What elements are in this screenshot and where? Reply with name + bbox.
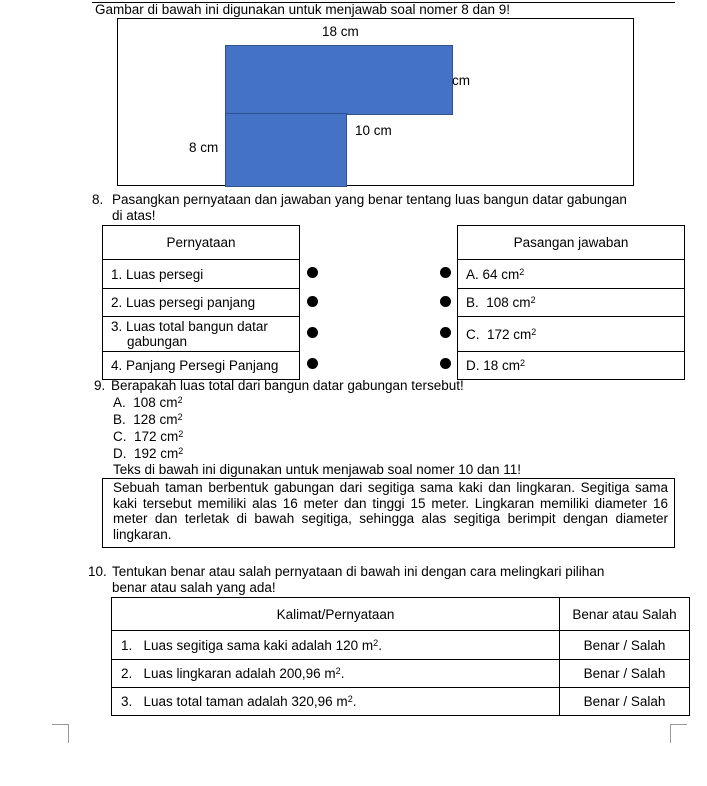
answer-d: D. 18 $cm^2$ bbox=[458, 352, 685, 380]
match-dot-right-b[interactable] bbox=[440, 296, 451, 307]
answer-table bbox=[457, 225, 685, 380]
statement-4: 4. Panjang Persegi Panjang bbox=[103, 352, 300, 380]
tf-row-1-statement: 1. Luas segitiga sama kaki adalah 120 $m^2$. bbox=[112, 631, 560, 660]
q9-option-d[interactable]: D. 192 $cm^2$ bbox=[113, 446, 184, 461]
true-false-table bbox=[111, 597, 690, 716]
q9-option-b[interactable]: B. 128 $cm^2$ bbox=[113, 412, 183, 427]
page-corner-mark-right bbox=[670, 724, 687, 743]
q9-option-c[interactable]: C. 172 $cm^2$ bbox=[113, 429, 184, 444]
match-dot-left-2[interactable] bbox=[307, 296, 318, 307]
match-dot-right-a[interactable] bbox=[440, 267, 451, 278]
answer-a: A. 64 $cm^2$ bbox=[458, 260, 685, 289]
statement-table bbox=[102, 225, 300, 380]
answer-b: B. 108 $cm^2$ bbox=[458, 289, 685, 317]
match-dot-right-c[interactable] bbox=[440, 327, 451, 338]
match-dot-left-1[interactable] bbox=[307, 267, 318, 278]
q10-text-line1: Tentukan benar atau salah pernyataan di bawah ini dengan cara melingkari pilihan bbox=[112, 564, 605, 579]
intro-q10-11: Teks di bawah ini digunakan untuk menjawab soal nomer 10 dan 11! bbox=[113, 462, 522, 477]
tf-header-choice: Benar atau Salah bbox=[560, 598, 690, 631]
label-left-height: 8 cm bbox=[189, 140, 219, 155]
answer-header: Pasangan jawaban bbox=[458, 226, 685, 260]
answer-c: C. 172 $cm^2$ bbox=[458, 317, 685, 352]
intro-q8-9: Gambar di bawah ini digunakan untuk menjawab soal nomer 8 dan 9! bbox=[95, 2, 511, 17]
statement-2: 2. Luas persegi panjang bbox=[103, 289, 300, 317]
statement-3-line2: gabungan bbox=[127, 334, 188, 349]
tf-row-1-choice[interactable]: Benar / Salah bbox=[560, 631, 690, 660]
tf-row-3-choice[interactable]: Benar / Salah bbox=[560, 688, 690, 716]
q8-number: 8. bbox=[92, 192, 104, 207]
q8-text-line2: di atas! bbox=[112, 208, 156, 223]
statement-1: 1. Luas persegi bbox=[103, 260, 300, 289]
passage-box bbox=[102, 478, 675, 548]
match-dot-left-4[interactable] bbox=[307, 358, 318, 369]
statement-3 bbox=[103, 317, 300, 352]
q8-text-line1: Pasangkan pernyataan dan jawaban yang benar tentang luas bangun datar gabungan bbox=[112, 192, 627, 207]
page-corner-mark-left bbox=[52, 724, 69, 743]
tf-row-2-statement: 2. Luas lingkaran adalah 200,96 $m^2$. bbox=[112, 660, 560, 688]
q10-text-line2: benar atau salah yang ada! bbox=[112, 580, 276, 595]
statement-header: Pernyataan bbox=[103, 226, 300, 260]
tf-header-statement: Kalimat/Pernyataan bbox=[112, 598, 560, 631]
statement-3-line1: 3. Luas total bangun datar bbox=[111, 319, 268, 334]
match-dot-right-d[interactable] bbox=[440, 358, 451, 369]
label-mid-width: 10 cm bbox=[355, 123, 392, 138]
q10-number: 10. bbox=[88, 564, 107, 579]
passage-text: Sebuah taman berbentuk gabungan dari segitiga sama kaki dan lingkaran. Segitiga sama kaki tersebut memiliki alas 16 meter dan tinggi 15 meter. Lingkaran memiliki diameter 16 meter dan terletak di bawah segitiga, sehingga alas segitiga berimpit dengan diameter lingkaran. bbox=[113, 480, 668, 542]
square-shape bbox=[225, 113, 347, 187]
q9-option-a[interactable]: A. 108 $cm^2$ bbox=[113, 395, 183, 410]
tf-row-2-choice[interactable]: Benar / Salah bbox=[560, 660, 690, 688]
label-right-height: cm bbox=[452, 73, 470, 88]
q9-number: 9. bbox=[94, 378, 106, 393]
rectangle-shape bbox=[225, 45, 453, 115]
label-top-width: 18 cm bbox=[322, 24, 359, 39]
composite-figure bbox=[117, 18, 634, 186]
tf-row-3-statement: 3. Luas total taman adalah 320,96 $m^2$. bbox=[112, 688, 560, 716]
q9-text: Berapakah luas total dari bangun datar gabungan tersebut! bbox=[111, 378, 464, 393]
match-dot-left-3[interactable] bbox=[307, 327, 318, 338]
